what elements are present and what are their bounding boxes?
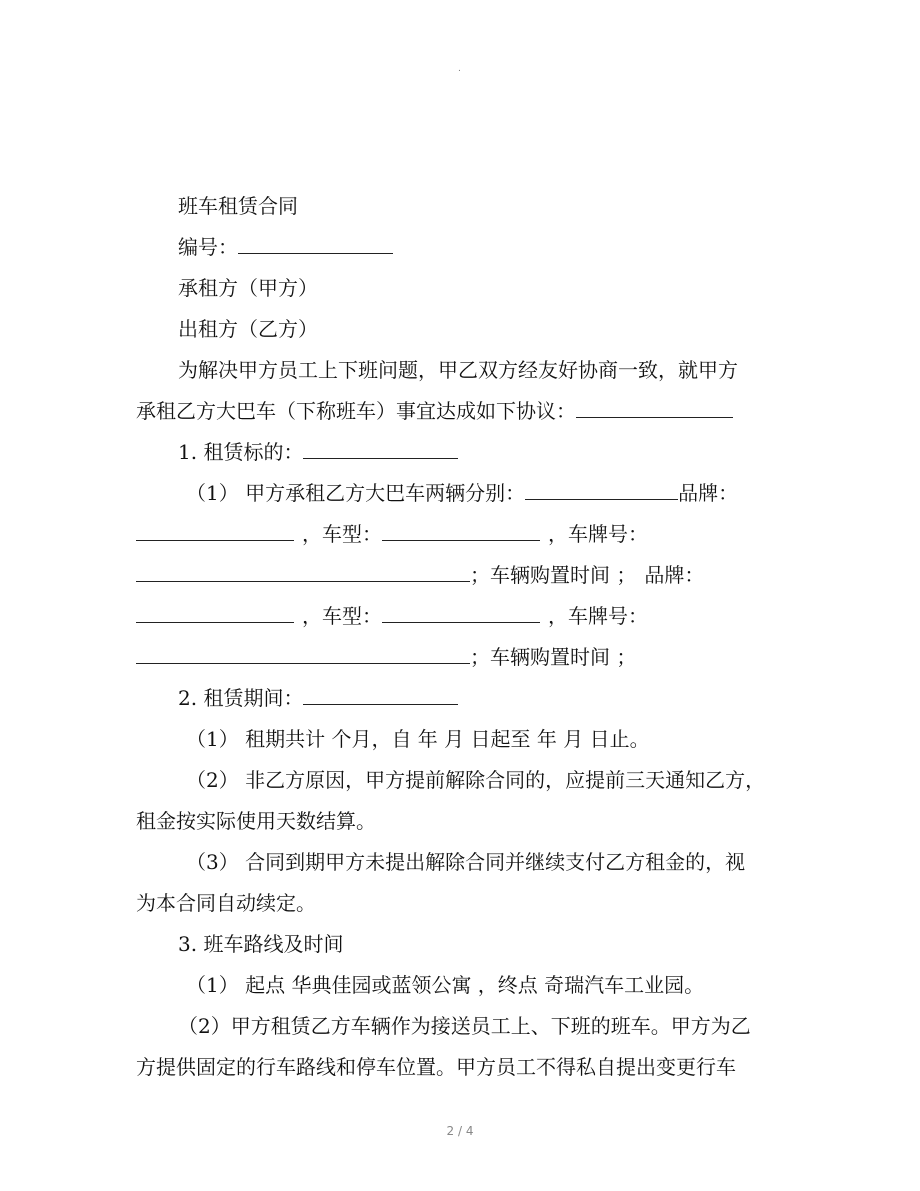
model-2-blank bbox=[382, 604, 540, 623]
header-dot: . bbox=[458, 64, 461, 74]
section-2-title bbox=[178, 685, 458, 711]
plate-2-blank bbox=[136, 645, 470, 664]
purchase-time-label-2: ；车辆购置时间 ； bbox=[470, 645, 637, 669]
section-3-item-1: （1） 起点 华典佳园或蓝领公寓 ，终点 奇瑞汽车工业园。 bbox=[186, 973, 705, 997]
vehicle-2-plate-line bbox=[136, 644, 636, 670]
vehicle-1-line bbox=[136, 521, 648, 547]
brand-1-blank bbox=[136, 522, 294, 541]
section-3-item-2-line-1: （2）甲方租赁乙方车辆作为接送员工上、下班的班车。甲方为乙 bbox=[178, 1014, 751, 1038]
contract-number-line bbox=[178, 234, 393, 260]
brand-label: 品牌： bbox=[678, 481, 739, 505]
purchase-time-label: ；车辆购置时间 ； bbox=[470, 563, 637, 587]
section-2-blank bbox=[303, 686, 458, 705]
plate-label-2: ，车牌号： bbox=[548, 604, 648, 628]
plate-1-blank bbox=[136, 563, 470, 582]
section-3-item-2-line-2: 方提供固定的行车路线和停车位置。甲方员工不得私自提出变更行车 bbox=[136, 1055, 736, 1079]
plate-label: ，车牌号： bbox=[548, 522, 648, 546]
intro-blank bbox=[576, 399, 733, 418]
section-2-item-1: （1） 租期共计 个月，自 年 月 日起至 年 月 日止。 bbox=[186, 727, 650, 751]
model-1-blank bbox=[382, 522, 540, 541]
page-number: 2 / 4 bbox=[446, 1124, 474, 1138]
section-3-title: 3. 班车路线及时间 bbox=[178, 932, 344, 956]
section-2-item-2-line-1: （2） 非乙方原因，甲方提前解除合同的，应提前三天通知乙方， bbox=[186, 768, 766, 792]
lessor-line: 出租方（乙方） bbox=[178, 317, 318, 341]
intro-line-2 bbox=[136, 398, 733, 424]
section-1-item-1 bbox=[186, 480, 738, 506]
intro-line-2-text: 承租乙方大巴车（下称班车）事宜达成如下协议： bbox=[136, 399, 576, 423]
section-2-title-text: 2. 租赁期间： bbox=[178, 686, 304, 710]
model-label-2: ，车型： bbox=[302, 604, 382, 628]
intro-line-1: 为解决甲方员工上下班问题，甲乙双方经友好协商一致，就甲方 bbox=[178, 358, 738, 382]
section-1-title-text: 1. 租赁标的： bbox=[178, 440, 304, 464]
section-1-blank bbox=[303, 440, 458, 459]
lessee-line: 承租方（甲方） bbox=[178, 276, 318, 300]
vehicle-1-plate-line bbox=[136, 562, 704, 588]
section-2-item-3-line-1: （3） 合同到期甲方未提出解除合同并继续支付乙方租金的，视 bbox=[186, 850, 746, 874]
section-2-item-2-line-2: 租金按实际使用天数结算。 bbox=[136, 809, 376, 833]
model-label: ，车型： bbox=[302, 522, 382, 546]
section-1-title bbox=[178, 439, 458, 465]
brand-2-blank bbox=[136, 604, 294, 623]
number-label: 编号： bbox=[178, 235, 238, 259]
vehicle-2-line bbox=[136, 603, 648, 629]
document-title: 班车租赁合同 bbox=[178, 194, 298, 218]
section-1-item-1-text: （1） 甲方承租乙方大巴车两辆分别： bbox=[186, 481, 526, 505]
vehicle-1-blank bbox=[525, 481, 678, 500]
brand-label-2: 品牌： bbox=[644, 563, 705, 587]
number-blank bbox=[238, 235, 393, 254]
section-2-item-3-line-2: 为本合同自动续定。 bbox=[136, 891, 316, 915]
